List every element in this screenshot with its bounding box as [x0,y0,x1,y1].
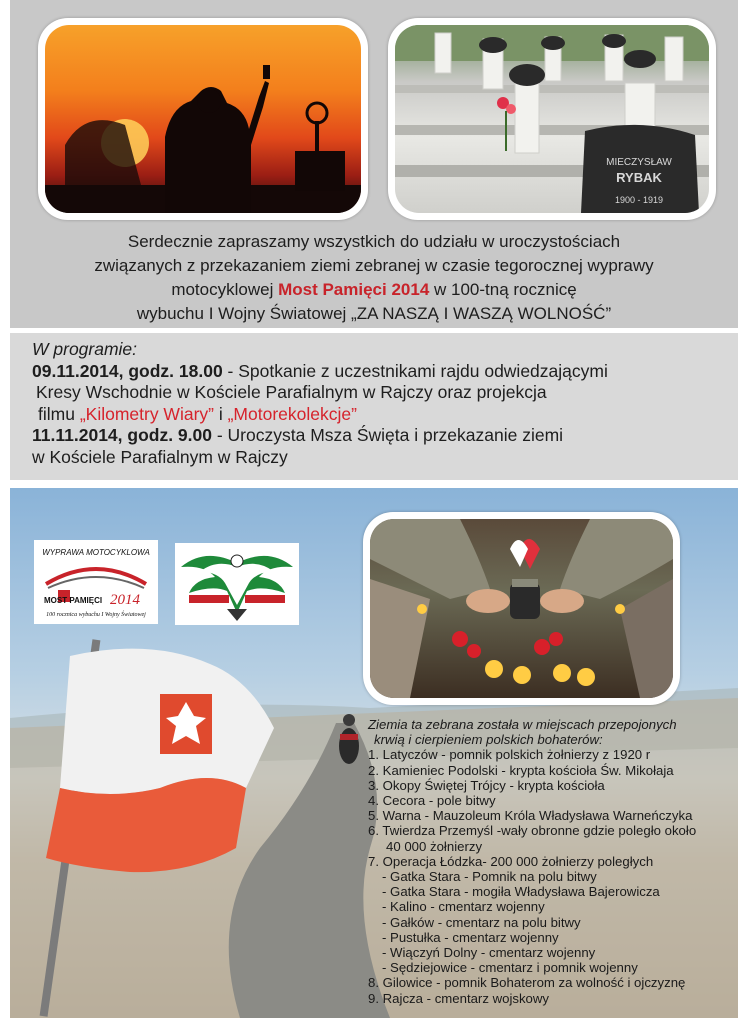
program-header: W programie: [32,339,138,359]
grave-name: MIECZYSŁAW [606,157,672,168]
list-subitem: - Gałków - cmentarz na polu bitwy [382,914,581,930]
list-subitem: - Wiączyń Dolny - cmentarz wojenny [382,945,596,961]
grave-surname: RYBAK [616,170,662,185]
list-item: 3. Okopy Świętej Trójcy - krypta kościoła [368,777,605,793]
list-item: 1. Latyczów - pomnik polskich żołnierzy z 1920 r [368,747,651,763]
film-kilometry-wiary: „Kilometry Wiary” [79,403,214,424]
grave-years: 1900 - 1919 [614,195,664,205]
list-item: 40 000 żołnierzy [386,838,483,854]
event-1-line-2: Kresy Wschodnie w Kościele Parafialnym w Rajczy oraz projekcja [36,382,547,402]
photo-soil-urn [363,512,680,705]
event-2-date: 11.11.2014, godz. 9.00 [32,425,212,445]
cemetery-image [395,25,709,213]
list-item: 8. Gilowice - pomnik Bohaterom za wolność i ojczyznę [368,975,686,991]
list-item: 9. Rajcza - cmentarz wojskowy [368,990,550,1006]
event-1-line-3 [32,404,732,426]
intro-line-1: Serdecznie zapraszamy wszystkich do udziału w uroczystościach [127,232,621,251]
event-1-text: - Spotkanie z uczestnikami rajdu odwiedzającymi [222,360,608,381]
list-subitem: - Gatka Stara - Pomnik na polu bitwy [382,869,597,885]
hands-urn-image [370,519,673,698]
priest-silhouette-icon [45,25,361,213]
event-1-film-prefix: filmu [38,403,80,424]
event-2-text: - Uroczysta Msza Święta i przekazanie ziemi [211,425,564,445]
event-name: Most Pamięci 2014 [278,280,430,299]
sunset-image [45,25,361,213]
list-subitem: - Gatka Stara - mogiła Władysława Bajerowicza [382,884,660,900]
logo1-tagline: 100 rocznica wybuchu I Wojny Światowej [46,612,146,618]
list-subitem: - Sędziejowice - cmentarz i pomnik wojenny [382,960,638,976]
logo1-name: MOST PAMIĘCI [44,596,103,605]
event-1-date: 09.11.2014, godz. 18.00 [32,360,223,381]
photo-war-cemetery [388,18,716,220]
invitation-text [12,230,736,326]
program-event-2 [32,425,732,447]
list-item: 6. Twierdza Przemyśl -wały obronne gdzie poległo około [368,823,697,839]
list-lead-2: krwią i cierpieniem polskich bohaterów: [374,732,603,748]
list-item: 7. Operacja Łódzka- 200 000 żołnierzy poległych [368,853,654,869]
film-motorekolekcje: „Motorekolekcje” [227,403,357,424]
intro-line-4: wybuchu I Wojny Światowej „ZA NASZĄ I WASZĄ WOLNOŚĆ” [136,304,612,323]
logo1-year: 2014 [110,592,140,608]
list-item: 5. Warna - Mauzoleum Króla Władysława Warneńczyka [368,808,693,824]
list-item: 4. Cecora - pole bitwy [368,793,496,809]
eagle-motorcycle-logo [175,543,299,625]
places-list [368,717,740,1006]
intro-line-2: związanych z przekazaniem ziemi zebranej w czasie tegorocznej wyprawy [94,256,654,275]
intro-line-3-a: motocyklowej [171,280,279,299]
program-event-1 [32,361,732,383]
event-2-line-2: w Kościele Parafialnym w Rajczy [32,446,288,467]
list-item: 2. Kamieniec Podolski - krypta kościoła Św. Mikołaja [368,762,674,778]
most-pamieci-logo [34,540,158,624]
flowers-icon [497,97,516,151]
intro-line-3 [12,278,736,302]
logo1-top-text: WYPRAWA MOTOCYKLOWA [42,548,150,557]
gravestones-icon [395,25,709,213]
photo-mass-sunset [38,18,368,220]
program-text [32,339,732,468]
list-subitem: - Kalino - cmentarz wojenny [382,899,545,915]
event-1-and: i [213,403,228,424]
list-lead-1: Ziemia ta zebrana została w miejscach przepojonych [368,717,677,732]
list-subitem: - Pustułka - cmentarz wojenny [382,929,559,945]
eagle-emblem-icon [175,543,299,625]
most-pamieci-emblem-icon [38,544,154,620]
intro-line-3-c: w 100-tną rocznicę [429,280,577,299]
hands-urn-icon [370,519,673,698]
